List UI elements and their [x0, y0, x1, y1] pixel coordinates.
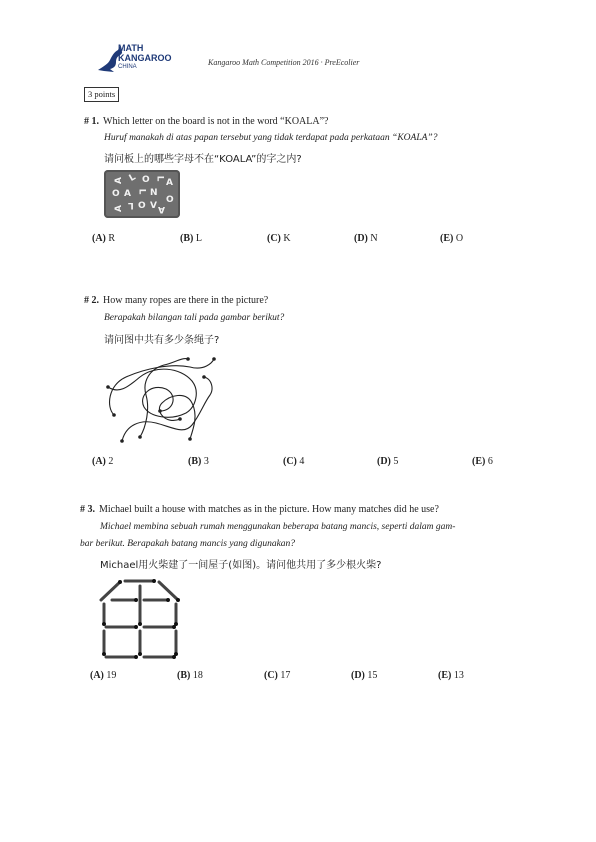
choice-value: 4	[299, 456, 305, 467]
question-text-malay: bar berikut. Berapakah batang mancis yang digunakan?	[80, 539, 296, 549]
board-letter: L	[127, 172, 138, 184]
choice-label: (B)	[180, 233, 194, 244]
question-text-malay: Berapakah bilangan tali pada gambar berikut?	[104, 313, 285, 323]
choice-value: 15	[367, 670, 378, 681]
choice-label: (C)	[283, 456, 297, 467]
choice-c[interactable]	[267, 233, 291, 244]
choice-d[interactable]	[354, 233, 378, 244]
choice-value: N	[370, 233, 378, 244]
choice-value: 3	[203, 456, 209, 467]
choice-value: L	[195, 233, 202, 244]
choice-label: (A)	[92, 233, 106, 244]
choice-b[interactable]	[177, 670, 203, 681]
choice-a[interactable]	[92, 456, 113, 467]
board-letter: A	[113, 177, 124, 184]
question-text-chinese: Michael用火柴建了一间屋子(如图)。请问他共用了多少根火柴?	[100, 560, 382, 571]
choice-label: (E)	[472, 456, 486, 467]
choice-value: K	[283, 233, 291, 244]
question-text-english: Michael built a house with matches as in the picture. How many matches did he use?	[99, 504, 439, 515]
choice-c[interactable]	[264, 670, 290, 681]
match-house-picture	[98, 578, 184, 660]
logo-math: MATH	[118, 43, 144, 53]
question-text-malay: Michael membina sebuah rumah menggunakan beberapa batang mancis, seperti dalam gam-	[100, 522, 456, 532]
choice-value: 6	[487, 456, 493, 467]
choice-label: (B)	[177, 670, 191, 681]
kangaroo-logo	[96, 44, 192, 74]
choice-value: 19	[106, 670, 117, 681]
choice-d[interactable]	[377, 456, 398, 467]
choice-c[interactable]	[283, 456, 304, 467]
letter-board	[104, 170, 180, 218]
board-letter: L	[136, 188, 147, 195]
board-letter: V	[150, 201, 157, 211]
choice-label: (D)	[351, 670, 365, 681]
choice-label: (C)	[267, 233, 281, 244]
choice-b[interactable]	[180, 233, 202, 244]
board-letter: O	[166, 195, 174, 205]
choice-a[interactable]	[90, 670, 116, 681]
choice-label: (A)	[92, 456, 106, 467]
choice-label: (D)	[377, 456, 391, 467]
competition-title: Kangaroo Math Competition 2016 · PreEcolier	[208, 58, 360, 67]
choice-value: 13	[453, 670, 464, 681]
choice-b[interactable]	[188, 456, 209, 467]
ropes-picture	[100, 355, 220, 447]
board-letter: L	[128, 200, 134, 210]
choice-e[interactable]	[438, 670, 464, 681]
choice-label: (B)	[188, 456, 202, 467]
question-number: # 1.	[84, 116, 99, 127]
question-text-malay: Huruf manakah di atas papan tersebut yang tidak terdapat pada perkataan “KOALA”?	[104, 133, 438, 143]
question-number: # 2.	[84, 295, 99, 306]
logo-china: CHINA	[118, 64, 137, 70]
choice-value: O	[455, 233, 464, 244]
board-letter: O	[112, 189, 120, 199]
question-1	[84, 116, 329, 127]
board-letter: A	[124, 189, 131, 199]
choice-label: (E)	[440, 233, 454, 244]
choice-a[interactable]	[92, 233, 115, 244]
answer-choices	[92, 233, 512, 247]
choice-value: R	[108, 233, 116, 244]
choice-e[interactable]	[440, 233, 463, 244]
question-number: # 3.	[80, 504, 95, 515]
board-letter: L	[154, 175, 165, 182]
question-text-chinese: 请问图中共有多少条绳子?	[104, 335, 220, 346]
choice-d[interactable]	[351, 670, 377, 681]
question-text-chinese: 请问板上的哪些字母不在“KOALA”的字之内?	[104, 154, 302, 165]
choice-e[interactable]	[472, 456, 493, 467]
board-letter: O	[142, 175, 150, 185]
choice-label: (E)	[438, 670, 452, 681]
choice-value: 17	[280, 670, 291, 681]
choice-value: 2	[108, 456, 114, 467]
choice-label: (D)	[354, 233, 368, 244]
choice-label: (C)	[264, 670, 278, 681]
question-2	[84, 295, 268, 306]
question-text-english: Which letter on the board is not in the word “KOALA”?	[103, 116, 329, 127]
logo-kangaroo: KANGAROO	[118, 53, 172, 63]
answer-choices	[90, 670, 510, 684]
board-letter: A	[166, 178, 173, 188]
board-letter: N	[150, 188, 158, 198]
choice-value: 18	[192, 670, 203, 681]
question-3	[80, 504, 439, 515]
board-letter: A	[113, 205, 124, 212]
choice-value: 5	[393, 456, 399, 467]
board-letter: A	[158, 204, 165, 214]
choice-label: (A)	[90, 670, 104, 681]
answer-choices	[92, 456, 512, 470]
points-label: 3 points	[84, 87, 119, 102]
board-letter: O	[138, 201, 146, 211]
question-text-english: How many ropes are there in the picture?	[103, 295, 269, 306]
